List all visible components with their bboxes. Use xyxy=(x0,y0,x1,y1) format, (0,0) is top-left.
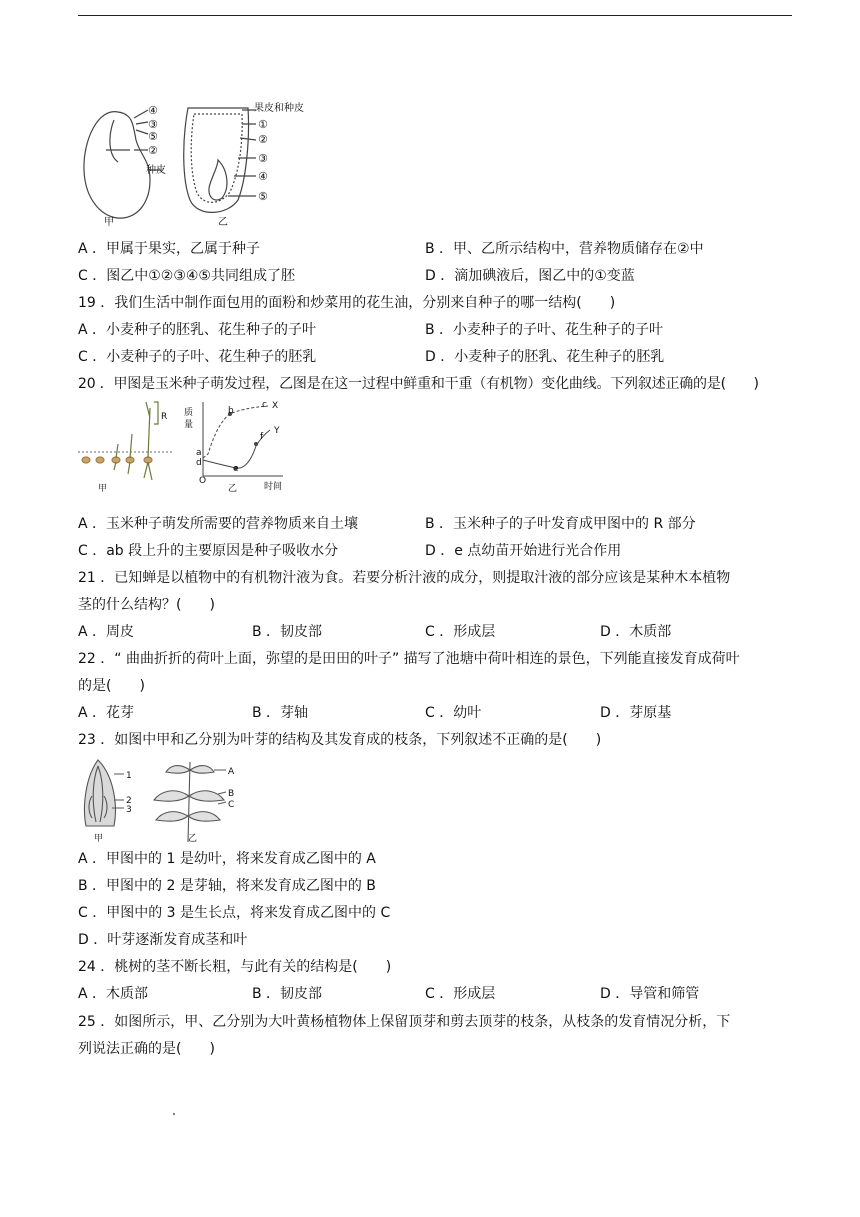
q24-option-d: D ．导管和筛管 xyxy=(600,986,700,1002)
origin-label: O xyxy=(199,476,207,486)
q21-option-c: C ．形成层 xyxy=(425,624,496,640)
fig-yi-label: 乙 xyxy=(218,217,228,228)
q21-stem-line1: 21 ．已知蝉是以植物中的有机物汁液为食。若要分析汁液的成分，则提取汁液的部分应该是某种木本植物 xyxy=(78,570,731,586)
q23-option-d: D ．叶芽逐渐发育成茎和叶 xyxy=(78,932,248,948)
leaf-bud-diagram xyxy=(85,760,125,826)
q23-option-c: C ．甲图中的 3 是生长点，将来发育成乙图中的 C xyxy=(78,905,391,921)
q21-stem-line2: 茎的什么结构？( ) xyxy=(78,597,215,613)
y-axis-label-2: 量 xyxy=(184,420,194,430)
q25-stem-line1: 25 ．如图所示，甲、乙分别为大叶黄杨植物体上保留顶芽和剪去顶芽的枝条，从枝条的发育情况分析，下 xyxy=(78,1014,731,1030)
q20-option-b: B ．玉米种子的子叶发育成甲图中的 R 部分 xyxy=(425,516,696,532)
q18-option-a: A ．甲属于果实，乙属于种子 xyxy=(78,241,261,257)
r-label: R xyxy=(161,412,168,422)
point-f-label: f xyxy=(260,432,264,442)
q23-figure xyxy=(78,756,248,844)
y-axis-label-1: 质 xyxy=(184,408,194,418)
bean-label-2: ② xyxy=(148,144,158,157)
fig-yi-label: 乙 xyxy=(228,484,238,494)
corn-label-5: ⑤ xyxy=(258,190,268,203)
q18-option-d: D ．滴加碘液后，图乙中的①变蓝 xyxy=(425,268,635,284)
page-speck xyxy=(173,1113,175,1115)
q19-option-c: C ．小麦种子的子叶、花生种子的胚乳 xyxy=(78,349,317,365)
fig-jia-label: 甲 xyxy=(104,217,114,228)
seed-coat-label: 种皮 xyxy=(146,165,166,176)
bud-label-1: 1 xyxy=(126,771,132,781)
q19-stem: 19 ．我们生活中制作面包用的面粉和炒菜用的花生油，分别来自种子的哪一结构( ) xyxy=(78,295,616,311)
point-e-label: e xyxy=(233,464,239,474)
q23-stem: 23 ．如图中甲和乙分别为叶芽的结构及其发育成的枝条，下列叙述不正确的是( ) xyxy=(78,732,602,748)
q21-option-d: D ．木质部 xyxy=(600,624,672,640)
q25-stem-line2: 列说法正确的是( ) xyxy=(78,1041,215,1057)
point-c-label: c xyxy=(262,400,267,410)
q18-option-b: B ．甲、乙所示结构中，营养物质储存在②中 xyxy=(425,241,704,257)
bud-label-2: 2 xyxy=(126,796,132,806)
branch-label-b: B xyxy=(228,789,235,799)
series-x-label: X xyxy=(272,401,279,411)
q19-option-b: B ．小麦种子的子叶、花生种子的子叶 xyxy=(425,322,664,338)
header-rule xyxy=(78,15,792,16)
q22-stem-line2: 的是( ) xyxy=(78,678,145,694)
bean-label-5: ⑤ xyxy=(148,130,158,143)
corn-label-2: ② xyxy=(258,133,268,146)
q22-option-d: D ．芽原基 xyxy=(600,705,672,721)
q24-stem: 24 ．桃树的茎不断长粗，与此有关的结构是( ) xyxy=(78,959,392,975)
q18-option-c: C ．图乙中①②③④⑤共同组成了胚 xyxy=(78,268,295,284)
corn-label-4: ④ xyxy=(258,170,268,183)
q24-option-b: B ．韧皮部 xyxy=(252,986,323,1002)
q19-option-a: A ．小麦种子的胚乳、花生种子的子叶 xyxy=(78,322,317,338)
fig-yi-label: 乙 xyxy=(188,834,198,844)
q22-option-c: C ．幼叶 xyxy=(425,705,482,721)
branch-label-a: A xyxy=(228,767,235,777)
point-d-label: d xyxy=(196,458,202,468)
corn-label-3: ③ xyxy=(258,152,268,165)
q20-figure xyxy=(78,398,298,498)
point-a-label: a xyxy=(196,448,202,458)
q22-option-b: B ．芽轴 xyxy=(252,705,309,721)
fig-jia-label: 甲 xyxy=(98,484,108,494)
q20-option-c: C ．ab 段上升的主要原因是种子吸收水分 xyxy=(78,543,339,559)
q24-option-c: C ．形成层 xyxy=(425,986,496,1002)
bud-label-3: 3 xyxy=(126,805,132,815)
series-y-label: Y xyxy=(274,426,280,436)
q23-option-a: A ．甲图中的 1 是幼叶，将来发育成乙图中的 A xyxy=(78,851,376,867)
q21-option-b: B ．韧皮部 xyxy=(252,624,323,640)
corn-germination-diagram xyxy=(78,402,173,480)
q22-stem-line1: 22 ．“ 曲曲折折的荷叶上面，弥望的是田田的叶子” 描写了池塘中荷叶相连的景色，下列能直接发育成荷叶 xyxy=(78,651,740,667)
corn-seed-diagram xyxy=(184,108,256,212)
bean-label-4: ④ xyxy=(148,104,158,117)
q18-figure xyxy=(78,100,318,230)
q20-option-d: D ．e 点幼苗开始进行光合作用 xyxy=(425,543,622,559)
q24-option-a: A ．木质部 xyxy=(78,986,149,1002)
bean-label-3: ③ xyxy=(148,118,158,131)
q23-option-b: B ．甲图中的 2 是芽轴，将来发育成乙图中的 B xyxy=(78,878,376,894)
point-b-label: b xyxy=(228,406,234,416)
q20-option-a: A ．玉米种子萌发所需要的营养物质来自土壤 xyxy=(78,516,359,532)
fig-jia-label: 甲 xyxy=(94,834,104,844)
x-axis-label: 时间 xyxy=(264,482,283,492)
pericarp-seedcoat-label: 果皮和种皮 xyxy=(254,103,304,114)
q19-option-d: D ．小麦种子的胚乳、花生种子的胚乳 xyxy=(425,349,665,365)
weight-curve-chart xyxy=(203,402,283,476)
corn-label-1: ① xyxy=(258,118,268,131)
q21-option-a: A ．周皮 xyxy=(78,624,135,640)
q20-stem: 20 ．甲图是玉米种子萌发过程，乙图是在这一过程中鲜重和干重（有机物）变化曲线。下列叙述正确的是( ) xyxy=(78,376,759,392)
branch-label-c: C xyxy=(228,800,235,810)
q22-option-a: A ．花芽 xyxy=(78,705,135,721)
